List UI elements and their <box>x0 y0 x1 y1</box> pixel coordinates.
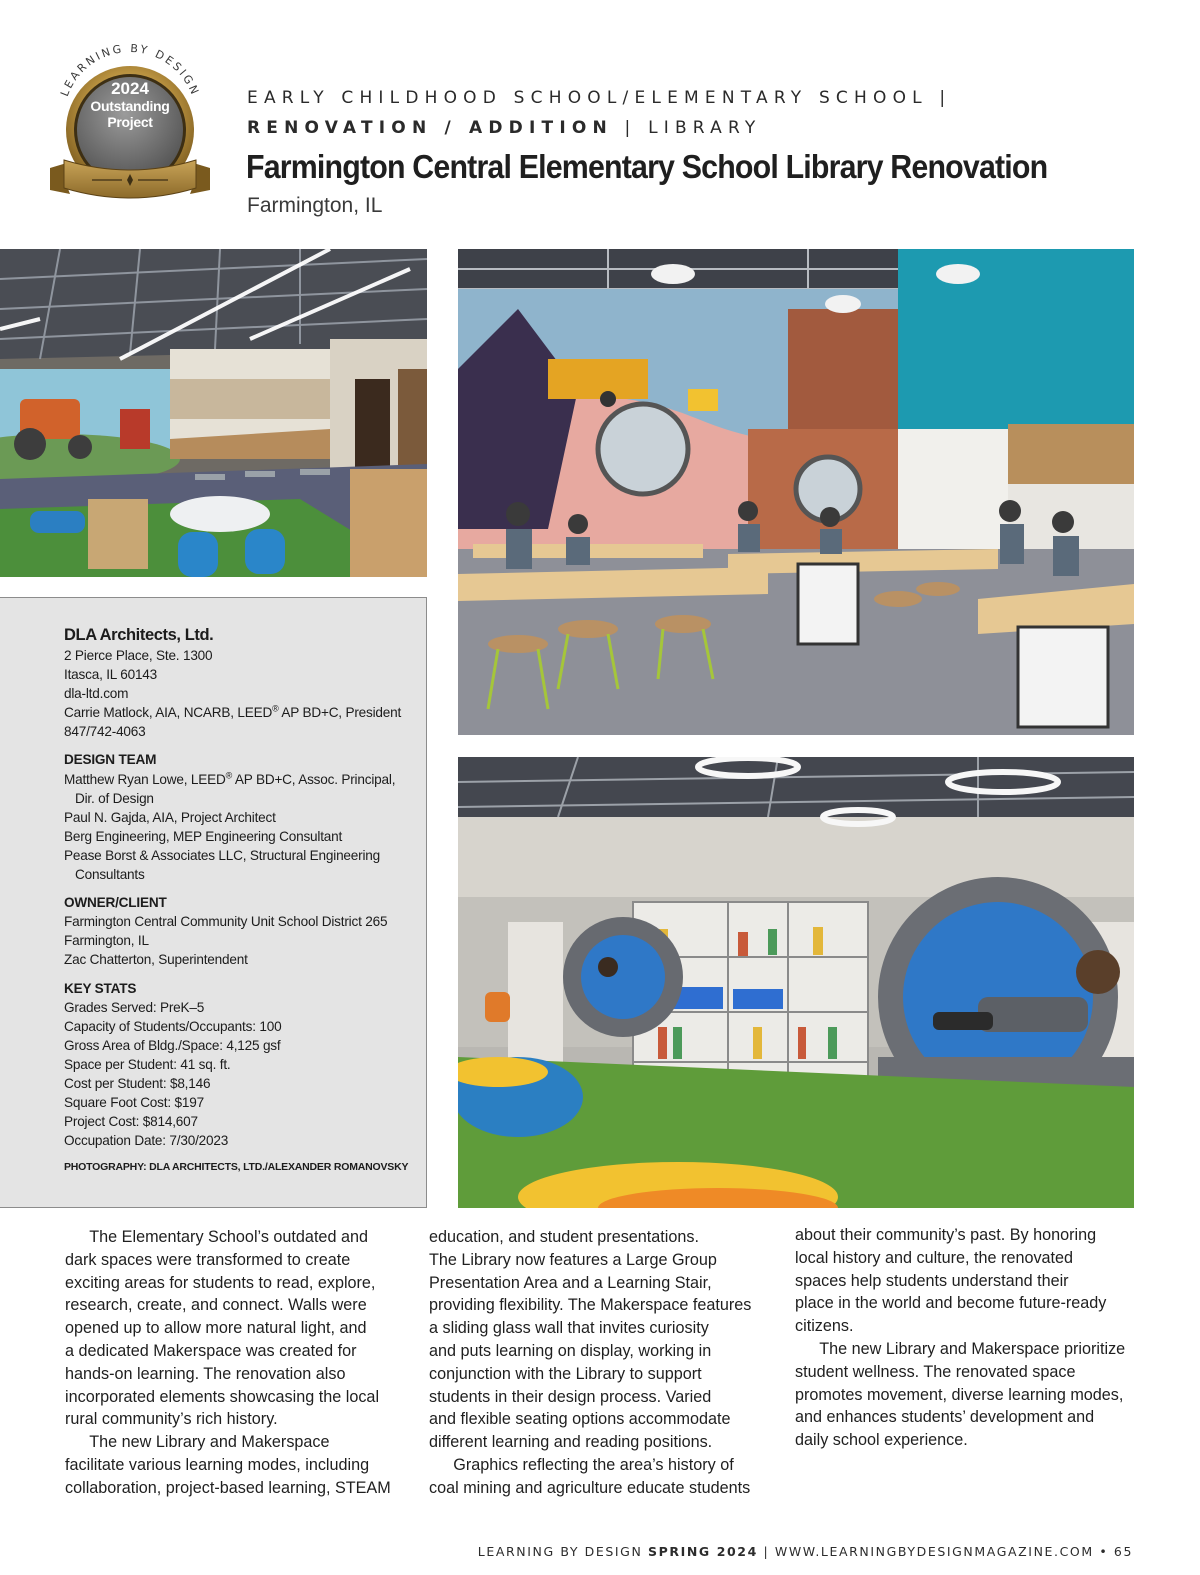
design-team-member-4: Pease Borst & Associates LLC, Structural Engineering <box>64 847 381 863</box>
design-team-member-3: Berg Engineering, MEP Engineering Consultant <box>64 828 343 844</box>
library-overview-photo <box>0 249 427 577</box>
body-line: Presentation Area and a Learning Stair, <box>429 1273 712 1292</box>
body-line: collaboration, project-based learning, STEAM <box>65 1478 391 1497</box>
body-line: rural community’s rich history. <box>65 1410 278 1429</box>
member-1-title: AP BD+C, Assoc. Principal, <box>232 771 396 787</box>
project-location: Farmington, IL <box>247 194 383 217</box>
reading-nook-photo <box>458 757 1134 1208</box>
design-team-member-1 <box>64 770 414 789</box>
stat-line: Occupation Date: 7/30/2023 <box>64 1133 229 1149</box>
design-team-member-1-cont: Dir. of Design <box>75 790 154 806</box>
body-column-2 <box>429 1226 774 1500</box>
body-line: providing flexibility. The Makerspace features <box>429 1296 752 1315</box>
body-line: about their community’s past. By honoring <box>795 1226 1097 1244</box>
firm-website: dla-ltd.com <box>64 686 129 702</box>
category-library: LIBRARY <box>648 118 762 138</box>
footer-issue: SPRING 2024 <box>648 1544 758 1559</box>
body-line: student wellness. The renovated space <box>795 1362 1076 1381</box>
category-bold: RENOVATION / ADDITION <box>247 118 613 138</box>
owner-line: Farmington, IL <box>64 933 149 949</box>
contact-title: AP BD+C, President <box>278 705 402 721</box>
key-stats-heading: KEY STATS <box>64 980 137 996</box>
body-line: citizens. <box>795 1317 854 1336</box>
member-1-registered-mark: ® <box>225 770 233 781</box>
stat-line: Gross Area of Bldg./Space: 4,125 gsf <box>64 1037 281 1053</box>
project-info-box <box>0 597 427 1208</box>
badge-year: 2024 <box>111 79 149 98</box>
stat-line: Project Cost: $814,607 <box>64 1114 198 1130</box>
owner-line: Farmington Central Community Unit School District 265 <box>64 914 388 930</box>
body-line: place in the world and become future-ready <box>795 1294 1107 1313</box>
stat-line: Space per Student: 41 sq. ft. <box>64 1056 231 1072</box>
body-line: opened up to allow more natural light, and <box>65 1319 367 1338</box>
badge-line2: Project <box>107 114 153 130</box>
firm-address-1: 2 Pierce Place, Ste. 1300 <box>64 648 213 663</box>
owner-heading: OWNER/CLIENT <box>64 895 167 911</box>
design-team-member-4-cont: Consultants <box>75 867 145 883</box>
body-line: a sliding glass wall that invites curiosity <box>429 1319 709 1338</box>
page-footer <box>478 1544 1133 1559</box>
body-line: facilitate various learning modes, including <box>65 1455 370 1474</box>
badge-center-text <box>87 80 173 130</box>
makerspace-photo <box>458 249 1134 735</box>
project-title: Farmington Central Elementary School Library Renovation <box>246 148 1048 185</box>
badge-arc-text: LEARNING BY DESIGN <box>57 41 203 99</box>
firm-address-2: Itasca, IL 60143 <box>64 667 158 683</box>
body-line: conjunction with the Library to support <box>429 1364 702 1383</box>
contact-name: Carrie Matlock, AIA, NCARB, LEED <box>64 705 273 721</box>
owner-line: Zac Chatterton, Superintendent <box>64 952 248 968</box>
body-line: incorporated elements showcasing the local <box>65 1387 380 1406</box>
body-column-3 <box>795 1224 1140 1452</box>
body-line: and flexible seating options accommodate <box>429 1410 731 1429</box>
body-line: a dedicated Makerspace was created for <box>65 1341 357 1360</box>
design-team-heading: DESIGN TEAM <box>64 752 157 768</box>
firm-contact <box>64 703 414 722</box>
body-line: and enhances students’ development and <box>795 1408 1095 1427</box>
stat-line: Capacity of Students/Occupants: 100 <box>64 1018 282 1034</box>
category-line-1: EARLY CHILDHOOD SCHOOL/ELEMENTARY SCHOOL | <box>247 88 952 108</box>
badge-line1: Outstanding <box>90 98 170 114</box>
footer-separator: | <box>757 1544 775 1559</box>
body-line: students in their design process. Varied <box>429 1387 712 1406</box>
photo-credit: PHOTOGRAPHY: DLA ARCHITECTS, LTD./ALEXANDER ROMANOVSKY <box>64 1161 409 1174</box>
body-line: dark spaces were transformed to create <box>65 1250 351 1269</box>
member-1-name: Matthew Ryan Lowe, LEED <box>64 771 226 787</box>
footer-url[interactable]: WWW.LEARNINGBYDESIGNMAGAZINE.COM <box>774 1544 1094 1559</box>
body-line: different learning and reading positions. <box>429 1433 713 1452</box>
body-line: Graphics reflecting the area’s history of <box>429 1455 734 1474</box>
category-separator: | <box>612 118 649 138</box>
stat-line: Grades Served: PreK–5 <box>64 999 205 1015</box>
design-team-member-2: Paul N. Gajda, AIA, Project Architect <box>64 809 276 825</box>
body-line: hands-on learning. The renovation also <box>65 1364 346 1383</box>
body-line: promotes movement, diverse learning modes, <box>795 1385 1124 1404</box>
stat-line: Cost per Student: $8,146 <box>64 1075 211 1091</box>
body-line: exciting areas for students to read, explore, <box>65 1273 376 1292</box>
body-line: and puts learning on display, working in <box>429 1341 712 1360</box>
body-line: daily school experience. <box>795 1431 968 1450</box>
firm-name: DLA Architects, Ltd. <box>64 626 214 644</box>
contact-registered-mark: ® <box>272 703 279 714</box>
body-line: spaces help students understand their <box>795 1271 1069 1290</box>
category-line-2 <box>247 118 761 138</box>
footer-magazine: LEARNING BY DESIGN <box>477 1544 643 1559</box>
project-info-content <box>64 624 414 1177</box>
body-line: The Elementary School’s outdated and <box>65 1228 368 1246</box>
body-line: research, create, and connect. Walls were <box>65 1296 367 1315</box>
page-number: 65 <box>1113 1544 1133 1559</box>
body-line: coal mining and agriculture educate students <box>429 1478 751 1497</box>
stat-line: Square Foot Cost: $197 <box>64 1095 204 1111</box>
body-column-1 <box>65 1226 410 1500</box>
footer-bullet: • <box>1093 1544 1114 1559</box>
body-line: The new Library and Makerspace prioritize <box>795 1339 1126 1358</box>
body-line: education, and student presentations. <box>429 1228 699 1246</box>
outstanding-project-badge <box>42 30 217 205</box>
firm-phone: 847/742-4063 <box>64 724 146 740</box>
body-line: local history and culture, the renovated <box>795 1248 1074 1267</box>
body-line: The new Library and Makerspace <box>65 1433 330 1452</box>
body-line: The Library now features a Large Group <box>429 1250 717 1269</box>
